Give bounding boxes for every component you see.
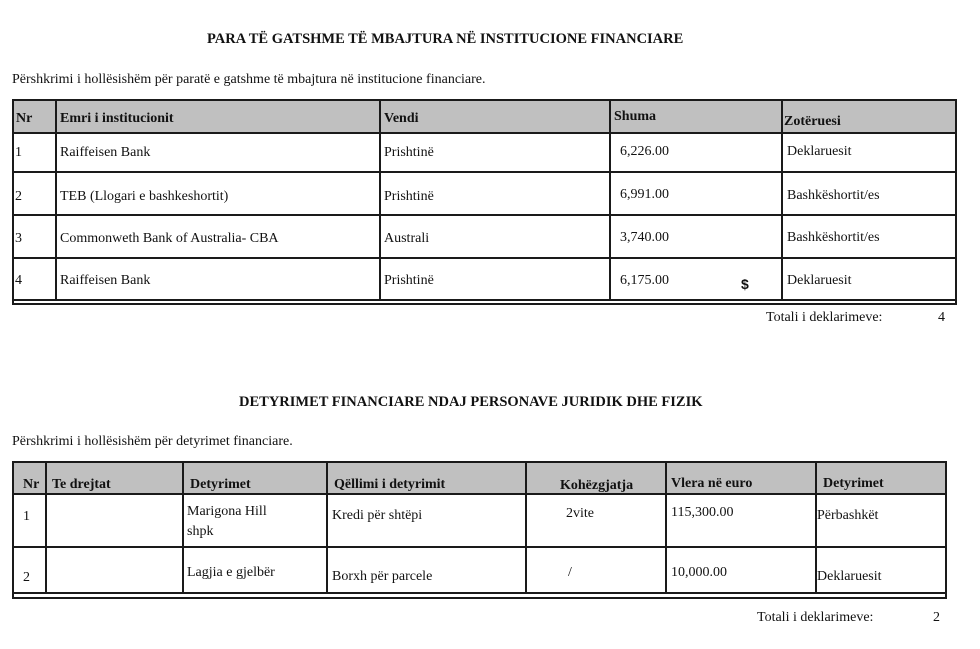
column-divider <box>55 101 57 301</box>
column-divider <box>525 463 527 594</box>
table-row-2-duration: / <box>568 565 572 580</box>
row-divider <box>14 214 955 216</box>
table-row-1-nr: 1 <box>15 145 22 160</box>
table-row-3-place: Australi <box>384 231 430 246</box>
table-row-2-nr: 2 <box>23 570 30 585</box>
column-divider <box>781 101 783 301</box>
table-row-3-owner: Bashkëshortit/es <box>787 230 880 245</box>
dollar-currency-icon: $ <box>741 276 749 292</box>
section2-description: Përshkrimi i hollësishëm për detyrimet financiare. <box>12 434 293 449</box>
column-header-place: Vendi <box>384 111 419 126</box>
section2-total-value: 2 <box>933 610 940 625</box>
column-divider <box>609 101 611 301</box>
column-header-rights: Te drejtat <box>52 477 111 492</box>
table-row-2-nr: 2 <box>15 189 22 204</box>
column-header-creditor: Detyrimet <box>190 477 251 492</box>
column-header-institution: Emri i institucionit <box>60 111 174 126</box>
table-row-1-place: Prishtinë <box>384 145 434 160</box>
row-divider <box>14 299 955 301</box>
table-row-2-owner: Bashkëshortit/es <box>787 188 880 203</box>
table-row-1-institution: Raiffeisen Bank <box>60 145 151 160</box>
section1-title: PARA TË GATSHME TË MBAJTURA NË INSTITUCIONE FINANCIARE <box>207 31 684 47</box>
financial-liabilities-table <box>12 461 947 599</box>
table-row-2-amount: 6,991.00 <box>620 187 669 202</box>
row-divider <box>14 592 945 594</box>
section1-total-label: Totali i deklarimeve: <box>766 310 883 325</box>
table-row-2-value: 10,000.00 <box>671 565 727 580</box>
cash-holdings-table <box>12 99 957 305</box>
row-divider <box>14 546 945 548</box>
column-divider <box>326 463 328 594</box>
table-row-1-creditor: Marigona Hill <box>187 504 267 519</box>
table-row-1-purpose: Kredi për shtëpi <box>332 508 423 523</box>
column-header-duration: Kohëzgjatja <box>560 478 634 493</box>
table-row-4-nr: 4 <box>15 273 22 288</box>
column-header-nr: Nr <box>16 111 33 126</box>
table-row-2-obligation: Deklaruesit <box>817 569 882 584</box>
section1-total-value: 4 <box>938 310 945 325</box>
table-row-3-nr: 3 <box>15 231 22 246</box>
column-divider <box>45 463 47 594</box>
table-row-2-institution: TEB (Llogari e bashkeshortit) <box>60 189 229 204</box>
table-row-1-nr: 1 <box>23 509 30 524</box>
column-header-nr: Nr <box>23 477 40 492</box>
column-header-purpose: Qëllimi i detyrimit <box>334 477 446 492</box>
section2-total-label: Totali i deklarimeve: <box>757 610 874 625</box>
table-row-3-institution: Commonweth Bank of Australia- CBA <box>60 231 279 246</box>
table-row-4-amount: 6,175.00 <box>620 273 669 288</box>
column-header-obligation: Detyrimet <box>823 476 884 491</box>
row-divider <box>14 257 955 259</box>
table-row-1-creditor-line2: shpk <box>187 524 214 539</box>
table-row-1-duration: 2vite <box>566 506 594 521</box>
table-row-2-purpose: Borxh për parcele <box>332 569 433 584</box>
table-header <box>14 463 945 495</box>
column-divider <box>665 463 667 594</box>
column-header-value: Vlera në euro <box>671 476 753 491</box>
table-row-2-place: Prishtinë <box>384 189 434 204</box>
row-divider <box>14 171 955 173</box>
column-header-owner: Zotëruesi <box>784 114 841 129</box>
table-row-4-institution: Raiffeisen Bank <box>60 273 151 288</box>
table-row-1-amount: 6,226.00 <box>620 144 669 159</box>
table-row-1-value: 115,300.00 <box>671 505 734 520</box>
table-row-4-place: Prishtinë <box>384 273 434 288</box>
column-divider <box>182 463 184 594</box>
column-divider <box>379 101 381 301</box>
table-row-4-owner: Deklaruesit <box>787 273 852 288</box>
table-row-2-creditor: Lagjia e gjelbër <box>187 565 275 580</box>
table-row-1-owner: Deklaruesit <box>787 144 852 159</box>
section2-title: DETYRIMET FINANCIARE NDAJ PERSONAVE JURIDIK DHE FIZIK <box>239 394 703 410</box>
table-row-3-amount: 3,740.00 <box>620 230 669 245</box>
table-row-1-obligation: Përbashkët <box>817 508 879 523</box>
section1-description: Përshkrimi i hollësishëm për paratë e gatshme të mbajtura në institucione financiare. <box>12 72 486 87</box>
column-header-amount: Shuma <box>614 109 657 124</box>
